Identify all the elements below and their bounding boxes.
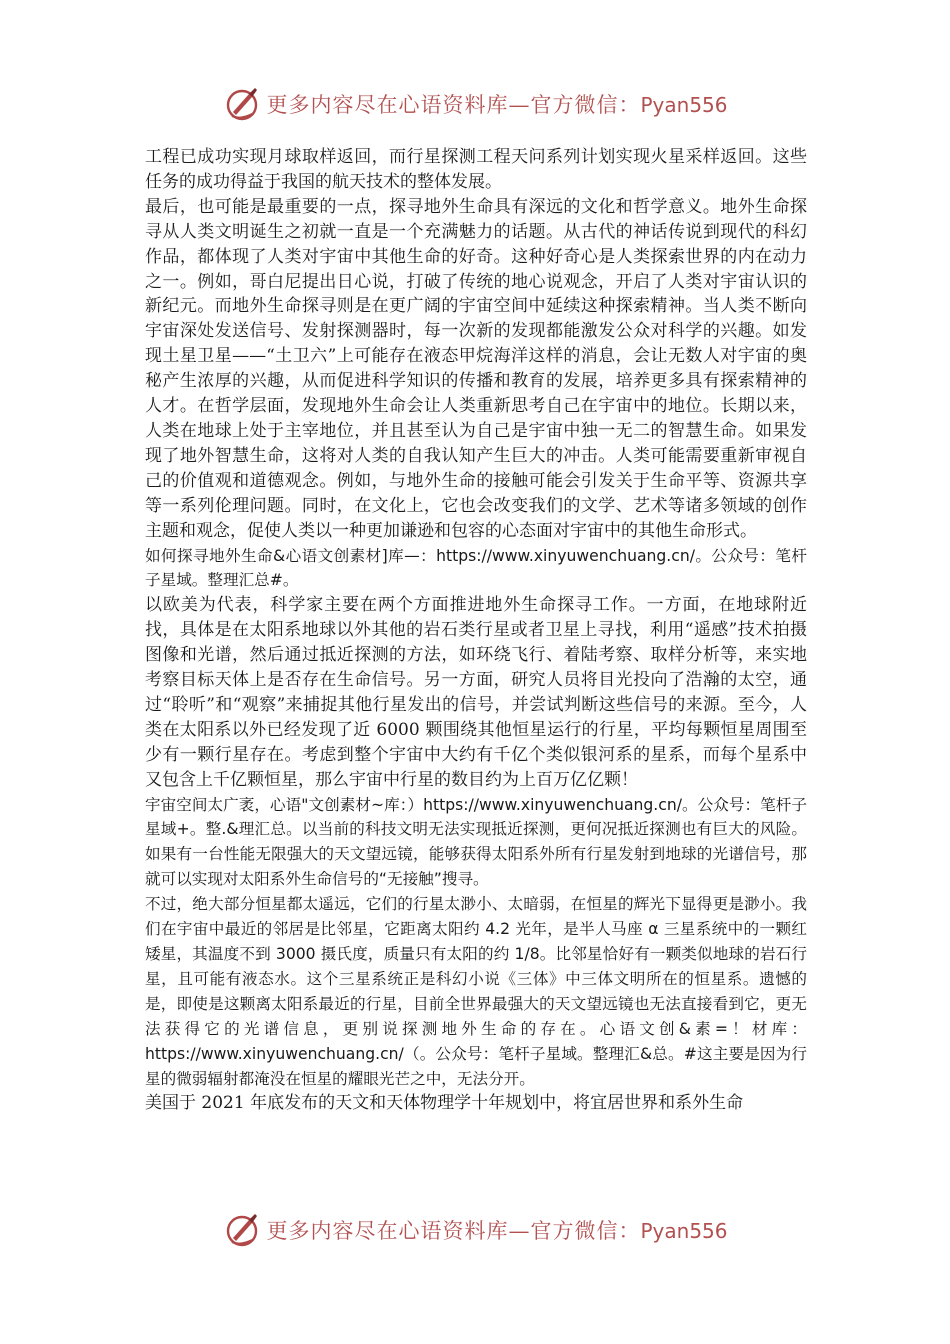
watermark-banner-bottom [0,1208,950,1252]
paragraph: 宇宙空间太广袤，心语"文创素材~库：）https://www.xinyuwenchuang.cn/。公众号：笔杆子星域+。整.&理汇总。以当前的科技文明无法实现抵近探测，更何况抵近探测也有巨大的风险。如果有一台性能无限强大的天文望远镜，能够获得太阳系外所有行星发射到地球的光谱信号，那就可以实现对太阳系外生命信号的“无接触”搜寻。 [145,795,807,889]
paragraph: 不过，绝大部分恒星都太遥远，它们的行星太渺小、太暗弱，在恒星的辉光下显得更是渺小。我们在宇宙中最近的邻居是比邻星，它距离太阳约 4.2 光年，是半人马座 α 三星系统中的一颗红矮星，其温度不到 3000 摄氏度，质量只有太阳的约 1/8。比邻星恰好有一颗类似地球的岩石行星，且可能有液态水。这个三星系统正是科幻小说《三体》中三体文明所在的恒星系。遗憾的是，即使是这颗离太阳系最近的行星，目前全世界最强大的天文望远镜也无法直接看到它，更无法获得它的光谱信息，更别说探测地外生命的存在。心语文创&素=！材库：https://www.xinyuwenchuang.cn/（。公众号：笔杆子星域。整理汇&总。#这主要是因为行星的微弱辐射都淹没在恒星的耀眼光芒之中，无法分开。 [145,895,807,1088]
document-body [145,145,807,1195]
paragraph: 以欧美为代表，科学家主要在两个方面推进地外生命探寻工作。一方面，在地球附近找，具体是在太阳系地球以外其他的岩石类行星或者卫星上寻找，利用“遥感”技术拍摄图像和光谱，然后通过抵近探测的方法，如环绕飞行、着陆考察、取样分析等，来实地考察目标天体上是否存在生命信号。另一方面，研究人员将目光投向了浩瀚的太空，通过“聆听”和“观察”来捕捉其他行星发出的信号，并尝试判断这些信号的来源。至今，人类在太阳系以外已经发现了近 6000 颗围绕其他恒星运行的行星，平均每颗恒星周围至少有一颗行星存在。考虑到整个宇宙中大约有千亿个类似银河系的星系，而每个星系中又包含上千亿颗恒星，那么宇宙中行星的数目约为上百万亿亿颗！ [145,595,807,790]
paragraph: 最后，也可能是最重要的一点，探寻地外生命具有深远的文化和哲学意义。地外生命探寻从人类文明诞生之初就一直是一个充满魅力的话题。从古代的神话传说到现代的科幻作品，都体现了人类对宇宙中其他生命的好奇。这种好奇心是人类探索世界的内在动力之一。例如，哥白尼提出日心说，打破了传统的地心说观念，开启了人类对宇宙认识的新纪元。而地外生命探寻则是在更广阔的宇宙空间中延续这种探索精神。当人类不断向宇宙深处发送信号、发射探测器时，每一次新的发现都能激发公众对科学的兴趣。如发现土星卫星——“土卫六”上可能存在液态甲烷海洋这样的消息，会让无数人对宇宙的奥秘产生浓厚的兴趣，从而促进科学知识的传播和教育的发展，培养更多具有探索精神的人才。在哲学层面，发现地外生命会让人类重新思考自己在宇宙中的地位。长期以来，人类在地球上处于主宰地位，并且甚至认为自己是宇宙中独一无二的智慧生命。如果发现了地外智慧生命，这将对人类的自我认知产生巨大的冲击。人类可能需要重新审视自己的价值观和道德观念。例如，与地外生命的接触可能会引发关于生命平等、资源共享等一系列伦理问题。同时，在文化上，它也会改变我们的文学、艺术等诸多领域的创作主题和观念，促使人类以一种更加谦逊和包容的心态面对宇宙中的其他生命形式。 [145,196,807,541]
logo-icon [222,1210,262,1250]
paragraph: 如何探寻地外生命&心语文创素材]库—：https://www.xinyuwenchuang.cn/。公众号：笔杆子星域。整理汇总#。 [145,546,807,590]
banner-text: 更多内容尽在心语资料库—官方微信：Pyan556 [266,93,728,117]
logo-icon [222,84,262,124]
banner-text: 更多内容尽在心语资料库—官方微信：Pyan556 [266,1219,728,1243]
paragraph: 工程已成功实现月球取样返回，而行星探测工程天问系列计划实现火星采样返回。这些任务的成功得益于我国的航天技术的整体发展。 [145,147,807,192]
paragraph: 美国于 2021 年底发布的天文和天体物理学十年规划中，将宜居世界和系外生命 [145,1093,744,1114]
watermark-banner-top [0,82,950,126]
